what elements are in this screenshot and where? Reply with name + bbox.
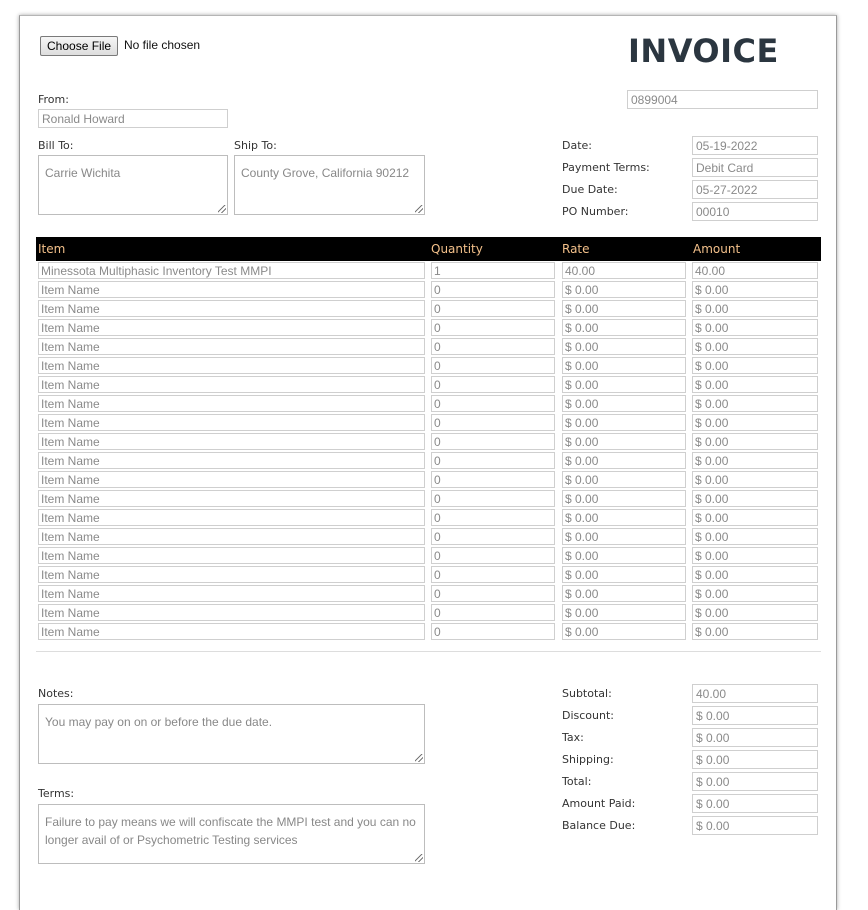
- invoice-paper: [19, 15, 837, 910]
- rate-input[interactable]: $ 0.00: [562, 414, 686, 431]
- rate-input[interactable]: $ 0.00: [562, 528, 686, 545]
- table-row: [20, 509, 838, 528]
- quantity-input[interactable]: 1: [431, 262, 555, 279]
- total-input[interactable]: 40.00: [692, 684, 818, 703]
- header-item: Item: [38, 242, 66, 256]
- invoice-number-input[interactable]: 0899004: [627, 90, 818, 109]
- table-row: [20, 376, 838, 395]
- table-row: [20, 528, 838, 547]
- table-row: [20, 585, 838, 604]
- amount-input[interactable]: $ 0.00: [692, 547, 818, 564]
- amount-input[interactable]: $ 0.00: [692, 528, 818, 545]
- item-name-input[interactable]: Item Name: [38, 528, 425, 545]
- rate-input[interactable]: $ 0.00: [562, 490, 686, 507]
- amount-input[interactable]: $ 0.00: [692, 395, 818, 412]
- choose-file-button[interactable]: Choose File: [40, 36, 118, 56]
- item-name-input[interactable]: Item Name: [38, 338, 425, 355]
- quantity-input[interactable]: 0: [431, 357, 555, 374]
- from-input[interactable]: Ronald Howard: [38, 109, 228, 128]
- table-row: [20, 281, 838, 300]
- notes-label: Notes:: [38, 687, 74, 700]
- table-row: [20, 623, 838, 642]
- total-label: Subtotal:: [562, 687, 612, 700]
- table-row: [20, 395, 838, 414]
- amount-input[interactable]: 40.00: [692, 262, 818, 279]
- amount-input[interactable]: $ 0.00: [692, 623, 818, 640]
- amount-input[interactable]: $ 0.00: [692, 433, 818, 450]
- total-input[interactable]: $ 0.00: [692, 816, 818, 835]
- amount-input[interactable]: $ 0.00: [692, 300, 818, 317]
- header-rate: Rate: [562, 242, 590, 256]
- terms-text: Failure to pay means we will confiscate the MMPI test and you can no longer avail of or Psychometric Testing services: [45, 815, 416, 847]
- item-name-input[interactable]: Item Name: [38, 281, 425, 298]
- amount-input[interactable]: $ 0.00: [692, 585, 818, 602]
- quantity-input[interactable]: 0: [431, 509, 555, 526]
- item-name-input[interactable]: Item Name: [38, 604, 425, 621]
- amount-input[interactable]: $ 0.00: [692, 414, 818, 431]
- rate-input[interactable]: $ 0.00: [562, 395, 686, 412]
- table-row: [20, 490, 838, 509]
- meta-input[interactable]: 00010: [692, 202, 818, 221]
- terms-label: Terms:: [38, 787, 75, 800]
- notes-text: You may pay on on or before the due date.: [45, 715, 273, 729]
- meta-label: Payment Terms:: [562, 161, 650, 174]
- total-input[interactable]: $ 0.00: [692, 706, 818, 725]
- amount-input[interactable]: $ 0.00: [692, 509, 818, 526]
- file-status-text: No file chosen: [124, 38, 201, 52]
- meta-input[interactable]: 05-19-2022: [692, 136, 818, 155]
- rate-input[interactable]: $ 0.00: [562, 547, 686, 564]
- resize-grip-icon[interactable]: [415, 205, 423, 213]
- amount-input[interactable]: $ 0.00: [692, 471, 818, 488]
- table-row: [20, 414, 838, 433]
- from-label: From:: [38, 93, 69, 106]
- total-label: Balance Due:: [562, 819, 636, 832]
- item-name-input[interactable]: Item Name: [38, 623, 425, 640]
- quantity-input[interactable]: 0: [431, 300, 555, 317]
- rate-input[interactable]: $ 0.00: [562, 471, 686, 488]
- quantity-input[interactable]: 0: [431, 623, 555, 640]
- item-name-input[interactable]: Item Name: [38, 471, 425, 488]
- table-row: [20, 338, 838, 357]
- meta-input[interactable]: 05-27-2022: [692, 180, 818, 199]
- item-name-input[interactable]: Item Name: [38, 566, 425, 583]
- quantity-input[interactable]: 0: [431, 281, 555, 298]
- item-name-input[interactable]: Item Name: [38, 509, 425, 526]
- resize-grip-icon[interactable]: [415, 854, 423, 862]
- table-row: [20, 471, 838, 490]
- total-label: Amount Paid:: [562, 797, 636, 810]
- rate-input[interactable]: $ 0.00: [562, 604, 686, 621]
- amount-input[interactable]: $ 0.00: [692, 452, 818, 469]
- total-label: Tax:: [562, 731, 584, 744]
- section-divider: [36, 651, 821, 652]
- total-label: Discount:: [562, 709, 614, 722]
- ship-to-textarea[interactable]: [234, 155, 425, 215]
- item-name-input[interactable]: Minessota Multiphasic Inventory Test MMPI: [38, 262, 425, 279]
- item-name-input[interactable]: Item Name: [38, 452, 425, 469]
- quantity-input[interactable]: 0: [431, 528, 555, 545]
- total-input[interactable]: $ 0.00: [692, 750, 818, 769]
- item-name-input[interactable]: Item Name: [38, 585, 425, 602]
- table-row: [20, 319, 838, 338]
- ship-to-text: County Grove, California 90212: [241, 166, 410, 180]
- bill-to-label: Bill To:: [38, 139, 74, 152]
- header-quantity: Quantity: [431, 242, 483, 256]
- quantity-input[interactable]: 0: [431, 566, 555, 583]
- quantity-input[interactable]: 0: [431, 471, 555, 488]
- ship-to-label: Ship To:: [234, 139, 277, 152]
- quantity-input[interactable]: 0: [431, 414, 555, 431]
- rate-input[interactable]: $ 0.00: [562, 585, 686, 602]
- quantity-input[interactable]: 0: [431, 319, 555, 336]
- amount-input[interactable]: $ 0.00: [692, 604, 818, 621]
- item-name-input[interactable]: Item Name: [38, 414, 425, 431]
- table-row: [20, 262, 838, 281]
- resize-grip-icon[interactable]: [218, 205, 226, 213]
- items-table-header: [36, 237, 821, 261]
- invoice-title: INVOICE: [628, 32, 779, 70]
- quantity-input[interactable]: 0: [431, 376, 555, 393]
- rate-input[interactable]: $ 0.00: [562, 319, 686, 336]
- item-name-input[interactable]: Item Name: [38, 357, 425, 374]
- terms-textarea[interactable]: [38, 804, 425, 864]
- table-row: [20, 604, 838, 623]
- quantity-input[interactable]: 0: [431, 452, 555, 469]
- header-amount: Amount: [693, 242, 741, 256]
- rate-input[interactable]: $ 0.00: [562, 300, 686, 317]
- item-name-input[interactable]: Item Name: [38, 433, 425, 450]
- table-row: [20, 547, 838, 566]
- item-name-input[interactable]: Item Name: [38, 319, 425, 336]
- notes-textarea[interactable]: [38, 704, 425, 764]
- amount-input[interactable]: $ 0.00: [692, 319, 818, 336]
- item-name-input[interactable]: Item Name: [38, 547, 425, 564]
- rate-input[interactable]: 40.00: [562, 262, 686, 279]
- quantity-input[interactable]: 0: [431, 547, 555, 564]
- quantity-input[interactable]: 0: [431, 395, 555, 412]
- item-name-input[interactable]: Item Name: [38, 300, 425, 317]
- quantity-input[interactable]: 0: [431, 490, 555, 507]
- table-row: [20, 566, 838, 585]
- rate-input[interactable]: $ 0.00: [562, 623, 686, 640]
- total-input[interactable]: $ 0.00: [692, 772, 818, 791]
- total-label: Shipping:: [562, 753, 614, 766]
- amount-input[interactable]: $ 0.00: [692, 566, 818, 583]
- rate-input[interactable]: $ 0.00: [562, 509, 686, 526]
- quantity-input[interactable]: 0: [431, 604, 555, 621]
- bill-to-text: Carrie Wichita: [45, 166, 121, 180]
- total-input[interactable]: $ 0.00: [692, 794, 818, 813]
- quantity-input[interactable]: 0: [431, 585, 555, 602]
- rate-input[interactable]: $ 0.00: [562, 566, 686, 583]
- meta-input[interactable]: Debit Card: [692, 158, 818, 177]
- total-input[interactable]: $ 0.00: [692, 728, 818, 747]
- bill-to-textarea[interactable]: [38, 155, 228, 215]
- amount-input[interactable]: $ 0.00: [692, 490, 818, 507]
- rate-input[interactable]: $ 0.00: [562, 338, 686, 355]
- table-row: [20, 300, 838, 319]
- table-row: [20, 357, 838, 376]
- meta-label: PO Number:: [562, 205, 629, 218]
- resize-grip-icon[interactable]: [415, 754, 423, 762]
- quantity-input[interactable]: 0: [431, 433, 555, 450]
- amount-input[interactable]: $ 0.00: [692, 338, 818, 355]
- amount-input[interactable]: $ 0.00: [692, 376, 818, 393]
- rate-input[interactable]: $ 0.00: [562, 357, 686, 374]
- item-name-input[interactable]: Item Name: [38, 395, 425, 412]
- table-row: [20, 433, 838, 452]
- item-name-input[interactable]: Item Name: [38, 490, 425, 507]
- rate-input[interactable]: $ 0.00: [562, 281, 686, 298]
- table-row: [20, 452, 838, 471]
- rate-input[interactable]: $ 0.00: [562, 376, 686, 393]
- rate-input[interactable]: $ 0.00: [562, 452, 686, 469]
- item-name-input[interactable]: Item Name: [38, 376, 425, 393]
- meta-label: Due Date:: [562, 183, 618, 196]
- meta-label: Date:: [562, 139, 592, 152]
- quantity-input[interactable]: 0: [431, 338, 555, 355]
- rate-input[interactable]: $ 0.00: [562, 433, 686, 450]
- amount-input[interactable]: $ 0.00: [692, 357, 818, 374]
- amount-input[interactable]: $ 0.00: [692, 281, 818, 298]
- total-label: Total:: [562, 775, 592, 788]
